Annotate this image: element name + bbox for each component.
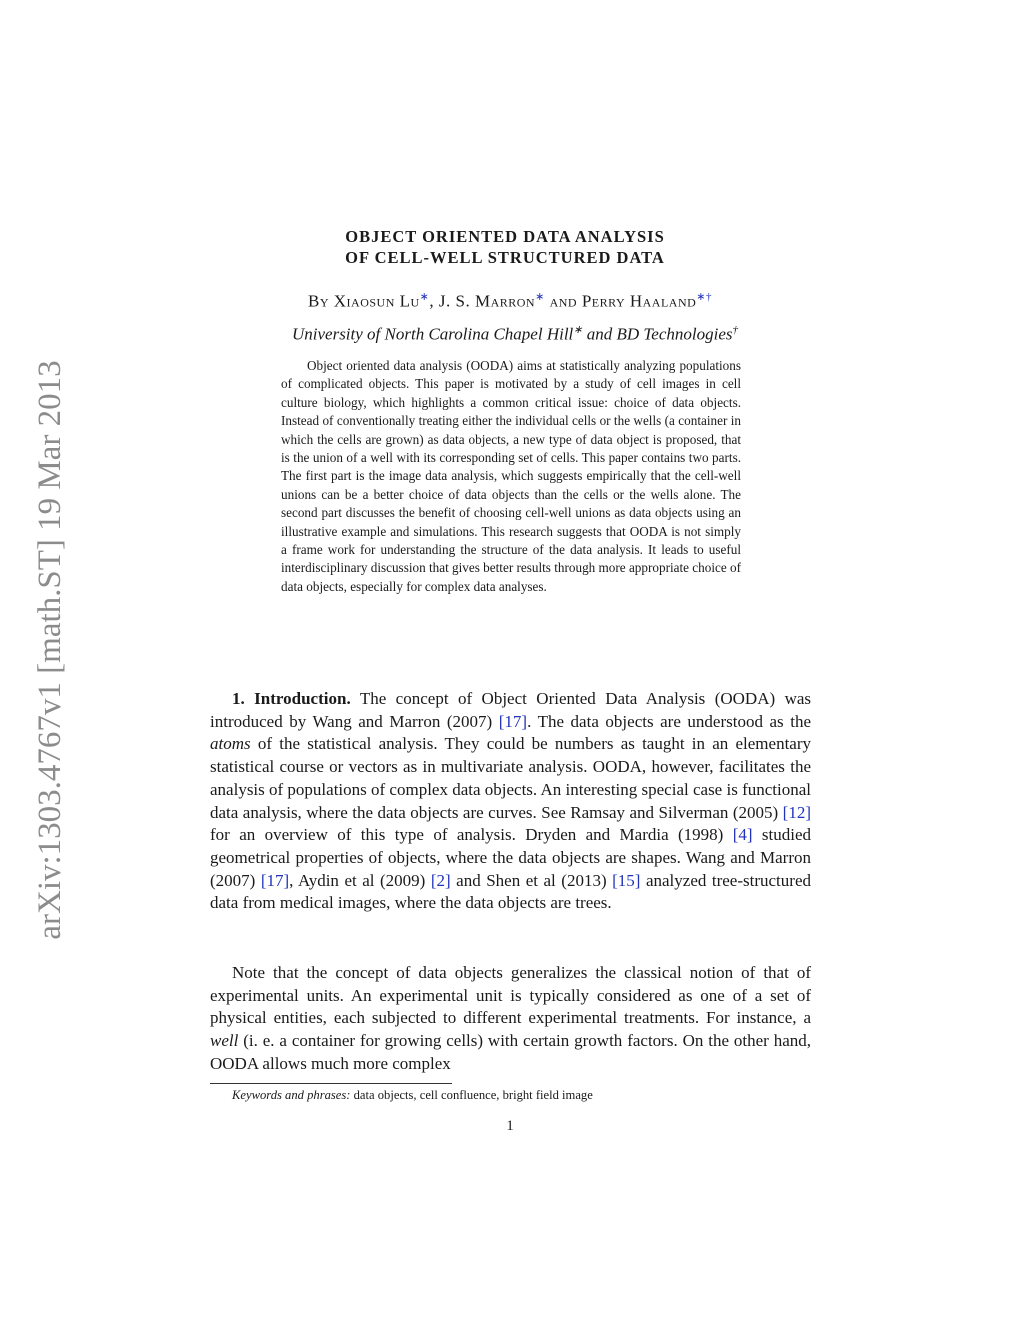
- affiliation-line: University of North Carolina Chapel Hill∗ and BD Technologies†: [291, 324, 739, 344]
- author-haaland-mark-dagger[interactable]: †: [706, 291, 713, 303]
- by-label: By: [307, 291, 334, 311]
- introduction-paragraph: 1. Introduction. The concept of Object Oriented Data Analysis (OODA) was introduced by Wang and Marron (2007) [17]. The data objects are understood as the atoms of the statistical analysis. They could be numbers as taught in an elementary statistical course or vectors as in multivariate analysis. OODA, however, facilitates the analysis of populations of complex data objects. An interesting special case is functional data analysis, where the data objects are curves. See Ramsay and Silverman (2005) [12] for an overview of this type of analysis. Dryden and Mardia (1998) [4] studied geometrical properties of objects, where the data objects are shapes. Wang and Marron (2007) [17], Aydin et al (2009) [2] and Shen et al (2013) [15] analyzed tree-structured data from medical images, where the data objects are trees.: [210, 689, 812, 913]
- citation-link[interactable]: [12]: [782, 802, 811, 822]
- citation-link[interactable]: [4]: [732, 825, 753, 845]
- author-line: By Xiaosun Lu∗, J. S. Marron∗ and Perry Haaland∗†: [307, 291, 713, 311]
- keywords-label: Keywords and phrases:: [232, 1088, 351, 1102]
- abstract: Object oriented data analysis (OODA) aims at statistically analyzing populations of complicated objects. This paper is motivated by a study of cell images in cell culture biology, which highlights a common critical issue: choice of data objects. Instead of conventionally treating either the individual cells or the wells (a container in which the cells are grown) as data objects, a new type of data object is proposed, that is the union of a well with its corresponding set of cells. This paper contains two parts. The first part is the image data analysis, which suggests empirically that the cell-well unions can be a better choice of data objects than the cells or the wells alone. The second part discusses the benefit of choosing cell-well unions as data objects using an illustrative example and simulations. This research suggests that OODA is not simply a frame work for understanding the structure of the data analysis. It leads to useful interdisciplinary discussion that gives better results through more appropriate choice of data objects, especially for complex data analyses.: [281, 358, 741, 594]
- arxiv-identifier-stamp: arXiv:1303.4767v1 [math.ST] 19 Mar 2013: [32, 360, 68, 940]
- author-lu: Xiaosun Lu: [333, 291, 420, 311]
- section-heading: 1. Introduction.: [232, 689, 351, 708]
- author-marron: J. S. Marron: [438, 291, 536, 311]
- citation-link[interactable]: [17]: [260, 870, 290, 890]
- author-marron-mark[interactable]: ∗: [535, 291, 545, 303]
- author-haaland: Perry Haaland: [581, 291, 697, 311]
- affiliation-unc: University of North Carolina Chapel Hill: [291, 324, 574, 344]
- author-lu-mark[interactable]: ∗: [419, 291, 430, 303]
- citation-link[interactable]: [15]: [612, 870, 641, 890]
- keywords-text: data objects, cell confluence, bright field image: [350, 1088, 593, 1102]
- author-haaland-mark-star[interactable]: ∗: [696, 291, 707, 303]
- footnote-rule: [210, 1083, 452, 1084]
- emphasis-well: well: [210, 1031, 239, 1051]
- note-paragraph: Note that the concept of data objects generalizes the classical notion of that of experimental units. An experimental unit is typically considered as one of a set of physical entities, each subjected to different experimental treatments. For instance, a well (i. e. a container for growing cells) with certain growth factors. On the other hand, OODA allows much more complex: [210, 963, 811, 1073]
- citation-link[interactable]: [17]: [498, 711, 528, 731]
- paper-title: [300, 226, 710, 268]
- emphasis-atoms: atoms: [210, 734, 251, 754]
- keywords-footnote: [232, 1088, 792, 1103]
- affiliation-bd: BD Technologies: [616, 324, 733, 344]
- citation-link[interactable]: [2]: [430, 870, 451, 890]
- page-number: 1: [506, 1118, 514, 1134]
- title-line-2: OF CELL-WELL STRUCTURED DATA: [345, 248, 665, 267]
- title-line-1: OBJECT ORIENTED DATA ANALYSIS: [345, 227, 665, 246]
